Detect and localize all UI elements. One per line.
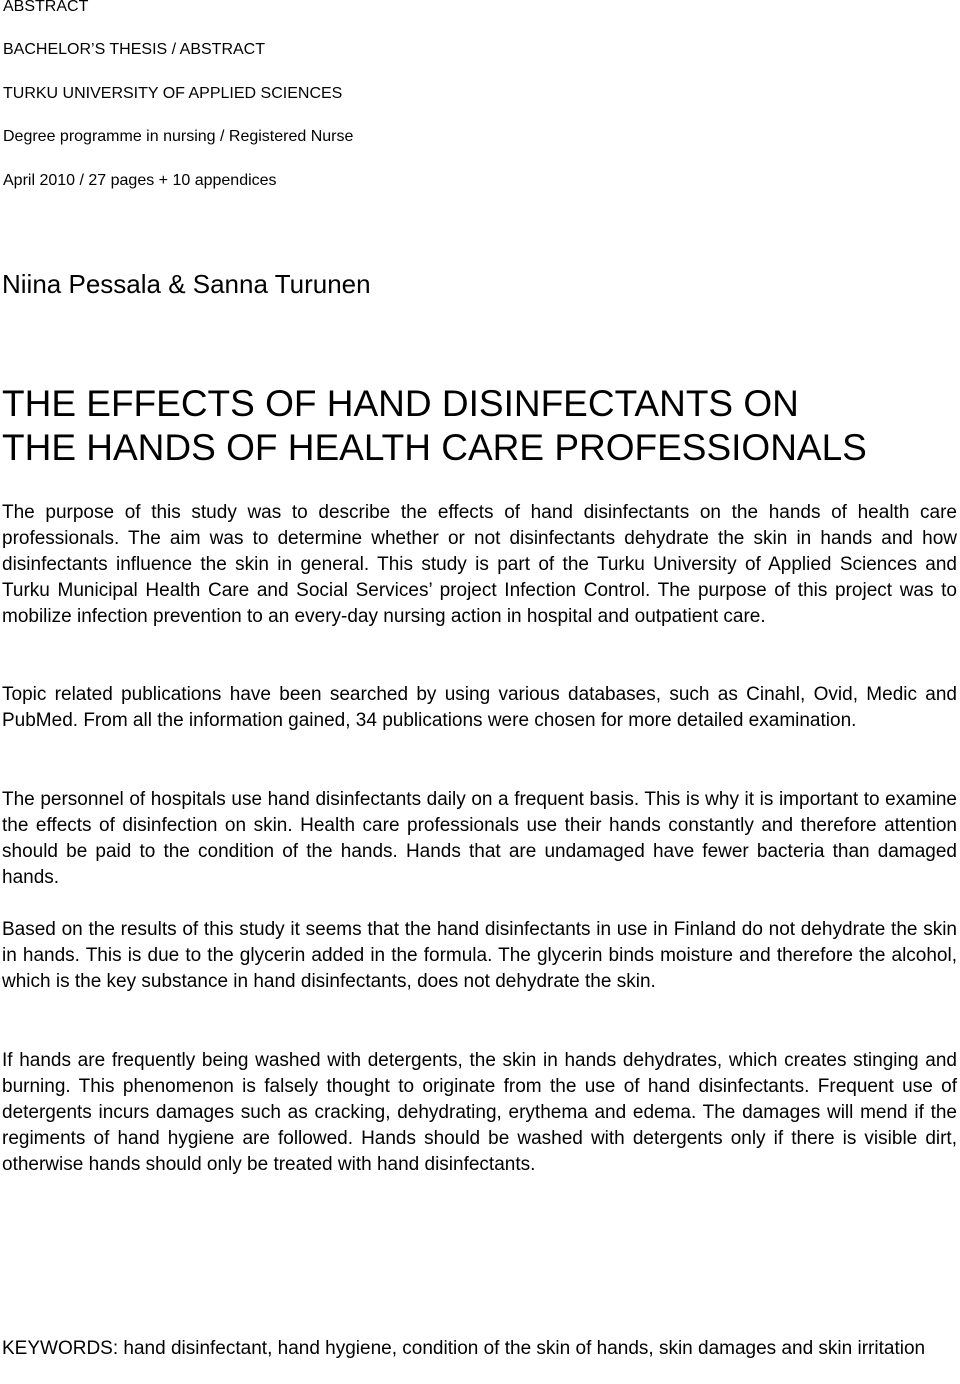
authors: Niina Pessala & Sanna Turunen [2,269,371,299]
paragraph-detergents: If hands are frequently being washed with detergents, the skin in hands dehydrates, which creates stinging and burning. This phenomenon is falsely thought to originate from the use of hand disinfectants. Frequent use of detergents incurs damages such as cracking, dehydrating, erythema and edema. The damages will mend if the regiments of hand hygiene are followed. Hands should be washed with detergents only if there is visible dirt, otherwise hands should only be treated with hand disinfectants. [2,1050,957,1175]
thesis-title-line-2: THE HANDS OF HEALTH CARE PROFESSIONALS [2,427,867,468]
thesis-type: BACHELOR’S THESIS / ABSTRACT [3,41,265,58]
paragraph-background: The personnel of hospitals use hand disinfectants daily on a frequent basis. This is why it is important to examine the effects of disinfection on skin. Health care professionals use their hands constantly and therefore attention should be paid to the condition of the hands. Hands that are undamaged have fewer bacteria than damaged hands. [2,789,957,888]
thesis-title [2,382,867,470]
paragraph-results: Based on the results of this study it seems that the hand disinfectants in use in Finland do not dehydrate the skin in hands. This is due to the glycerin added in the formula. The glycerin binds moisture and therefore the alcohol, which is the key substance in hand disinfectants, does not dehydrate the skin. [2,919,957,992]
degree-programme: Degree programme in nursing / Registered Nurse [3,128,354,145]
abstract-label: ABSTRACT [3,0,89,15]
thesis-title-line-1: THE EFFECTS OF HAND DISINFECTANTS ON [2,383,799,424]
date-and-pages: April 2010 / 27 pages + 10 appendices [3,172,277,189]
paragraph-methods: Topic related publications have been searched by using various databases, such as Cinahl, Ovid, Medic and PubMed. From all the information gained, 34 publications were chosen for more detailed examination. [2,684,957,731]
university-name: TURKU UNIVERSITY OF APPLIED SCIENCES [3,85,343,102]
keywords: KEYWORDS: hand disinfectant, hand hygiene, condition of the skin of hands, skin damages and skin irritation [2,1338,926,1359]
paragraph-purpose: The purpose of this study was to describe the effects of hand disinfectants on the hands of health care professionals. The aim was to determine whether or not disinfectants dehydrate the skin in hands and how disinfectants influence the skin in general. This study is part of the Turku University of Applied Sciences and Turku Municipal Health Care and Social Services’ project Infection Control. The purpose of this project was to mobilize infection prevention to an every-day nursing action in hospital and outpatient care. [2,502,957,627]
